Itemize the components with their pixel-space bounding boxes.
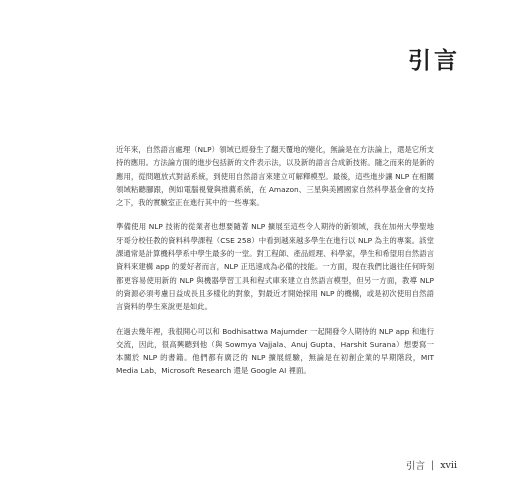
body-text (116, 143, 434, 389)
chapter-title: 引言 (408, 48, 460, 74)
paragraph: 在過去幾年裡，我很開心可以和 Bodhisattwa Majumder 一起開發令人期待的 NLP app 和進行交流，因此，很高興聽到他（與 Sowmya Vajjala、Anuj Gupta、Harshit Surana）想要寫一本關於 NLP 的書籍。他們都有廣泛的 NLP 擴展經驗，無論是在初創企業的早期階段，MIT Media Lab、Microsoft Research 還是 Google AI 裡面。 (116, 326, 434, 376)
paragraph: 準備使用 NLP 技術的從業者也想要隨著 NLP 擴展至這些令人期待的新領域，我在加州大學聖地牙哥分校任教的資料科學課程（CSE 258）中看到越來越多學生在進行以 NLP 為主的專案。該堂課通常是計算機科學系中學生最多的一堂。對工程師、產品經理、科學家，學生和希望用自然語言資料來建構 app 的愛好者而言，NLP 正迅速成為必備的技能。一方面，現在我們比過往任何時刻都更容易使用新的 NLP 與機器學習工具和程式庫來建立自然語言模型，但另一方面，教導 NLP 的資源必須考慮日益成長且多樣化的對象，對最近才開始採用 NLP 的機構，或是初次使用自然語言資料的學生來說更是如此。 (116, 222, 434, 312)
paragraph: 近年來，自然語言處理（NLP）領域已經發生了翻天覆地的變化，無論是在方法論上，還是它所支持的應用。方法論方面的進步包括新的文件表示法，以及新的語言合成新技術。隨之而來的是新的應用，從問題放式對話系統，到使用自然語言來建立可解釋模型。最後，這些進步讓 NLP 在相關領域粘聽腳跟，例如電腦視覺與推薦系統，在 Amazon、三星與美國國家自然科學基金會的支持之下，我的實驗室正在進行其中的一些專案。 (116, 145, 434, 208)
footer-separator: | (430, 459, 435, 471)
footer-section-title: 引言 (405, 461, 425, 472)
page-footer (406, 458, 457, 472)
page-number: xvii (440, 459, 457, 471)
